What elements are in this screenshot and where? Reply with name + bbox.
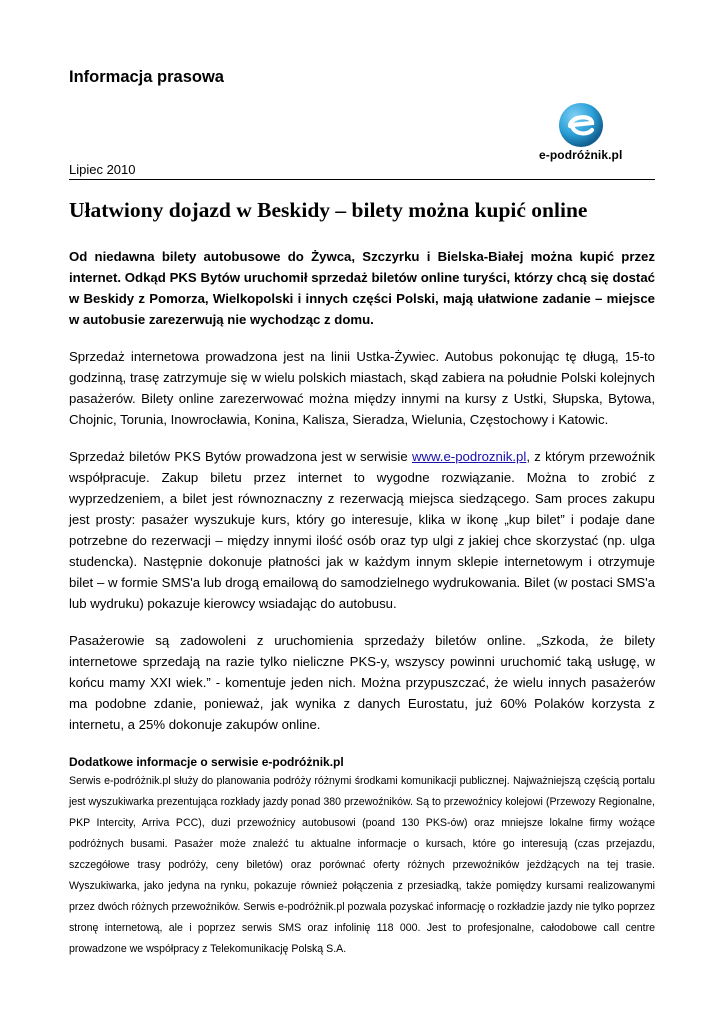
release-date: Lipiec 2010	[69, 162, 136, 177]
paragraph-passengers: Pasażerowie są zadowoleni z uruchomienia sprzedaży biletów online. „Szkoda, że bilety internetowe sprzedają na razie tylko nieliczne PKS-y, wszyscy powinni uruchomić taką usługę, w końcu mamy XXI wiek.” - komentuje jeden nich. Można przypuszczać, że wielu innych pasażerów ma podobne zdanie, ponieważ, jak wynika z danych Eurostatu, już 60% Polaków korzysta z internetu, a 25% dokonuje zakupów online.	[69, 633, 655, 732]
e-podroznik-logo	[531, 101, 655, 163]
e-globe-icon	[557, 101, 605, 149]
header-divider	[69, 179, 655, 180]
additional-info-text: Serwis e-podróżnik.pl służy do planowania podróży różnymi środkami komunikacji publicznej. Najważniejszą częścią portalu jest wyszukiwarka prezentująca rozkłady jazdy ponad 380 przewoźników. Są to przewoźnicy kolejowi (Przewozy Regionalne, PKP Intercity, Arriva PCC), duzi przewoźnicy autobusowi (poand 130 PKS-ów) oraz mniejsze lokalne firmy wożące podróżnych busami. Pasażer może znaleźć tu aktualne informacje o kursach, które go interesują (czas przejazdu, szczegółowe trasy podróży, ceny biletów) oraz porównać oferty różnych przewoźników jeżdżących na tej trasie. Wyszukiwarka, jako jedyna na rynku, pokazuje również połączenia z przesiadką, także pomiędzy kursami realizowanymi przez dwóch różnych przewoźników. Serwis e-podróżnik.pl pozwala pozyskać informację o rozkładzie jazdy nie tylko poprzez stronę internetową, ale i poprzez serwis SMS oraz infolinię 118 000. Jest to profesjonalne, całodobowe call centre prowadzone we współpracy z Telekomunikację Polską S.A.	[69, 775, 655, 955]
article-body	[69, 246, 655, 960]
service-link[interactable]: www.e-podroznik.pl	[411, 449, 527, 464]
paragraph-service-text-2: , z którym przewoźnik współpracuje. Zakup biletu przez internet to wygodne rozwiązanie. Można to zrobić z wyprzedzeniem, a bilet jest równoznaczny z rezerwacją miejsca siedzącego. Sam proces zakupu jest prosty: pasażer wyszukuje kurs, który go interesuje, klika w ikonę „kup bilet” i podaje dane potrzebne do rezerwacji – między innymi ilość osób oraz typ ulgi z jakiej chce skorzystać (np. ulga studencka). Następnie dokonuje płatności jak w każdym innym sklepie internetowym i otrzymuje bilet – w formie SMS'a lub drogą emailową do samodzielnego wydrukowania. Bilet (w postaci SMS'a lub wydruku) pokazuje kierowcy wsiadając do autobusu.	[69, 449, 655, 611]
paragraph-service-text-1: Sprzedaż biletów PKS Bytów prowadzona jest w serwisie	[69, 449, 412, 464]
additional-info-heading: Dodatkowe informacje o serwisie e-podróżnik.pl	[69, 755, 344, 769]
paragraph-service	[69, 446, 655, 614]
lead-paragraph: Od niedawna bilety autobusowe do Żywca, Szczyrku i Bielska-Białej można kupić przez internet. Odkąd PKS Bytów uruchomił sprzedaż biletów online turyści, którzy chcą się dostać w Beskidy z Pomorza, Wielkopolski i innych części Polski, mają ułatwione zadanie – miejsce w autobusie zarezerwują nie wychodząc z domu.	[69, 249, 655, 327]
document-type-label: Informacja prasowa	[69, 68, 224, 86]
logo-wordmark: e-podróżnik.pl	[539, 148, 623, 162]
headline: Ułatwiony dojazd w Beskidy – bilety można kupić online	[69, 198, 588, 222]
paragraph-route: Sprzedaż internetowa prowadzona jest na linii Ustka-Żywiec. Autobus pokonując tę długą, 15-to godzinną, trasę zatrzymuje się w wielu polskich miastach, skąd zabiera na południe Polski kolejnych pasażerów. Bilety online zarezerwować można między innymi na kursy z Ustki, Słupska, Bytowa, Chojnic, Torunia, Inowrocławia, Konina, Kalisza, Sieradza, Wielunia, Częstochowy i Katowic.	[69, 349, 655, 427]
